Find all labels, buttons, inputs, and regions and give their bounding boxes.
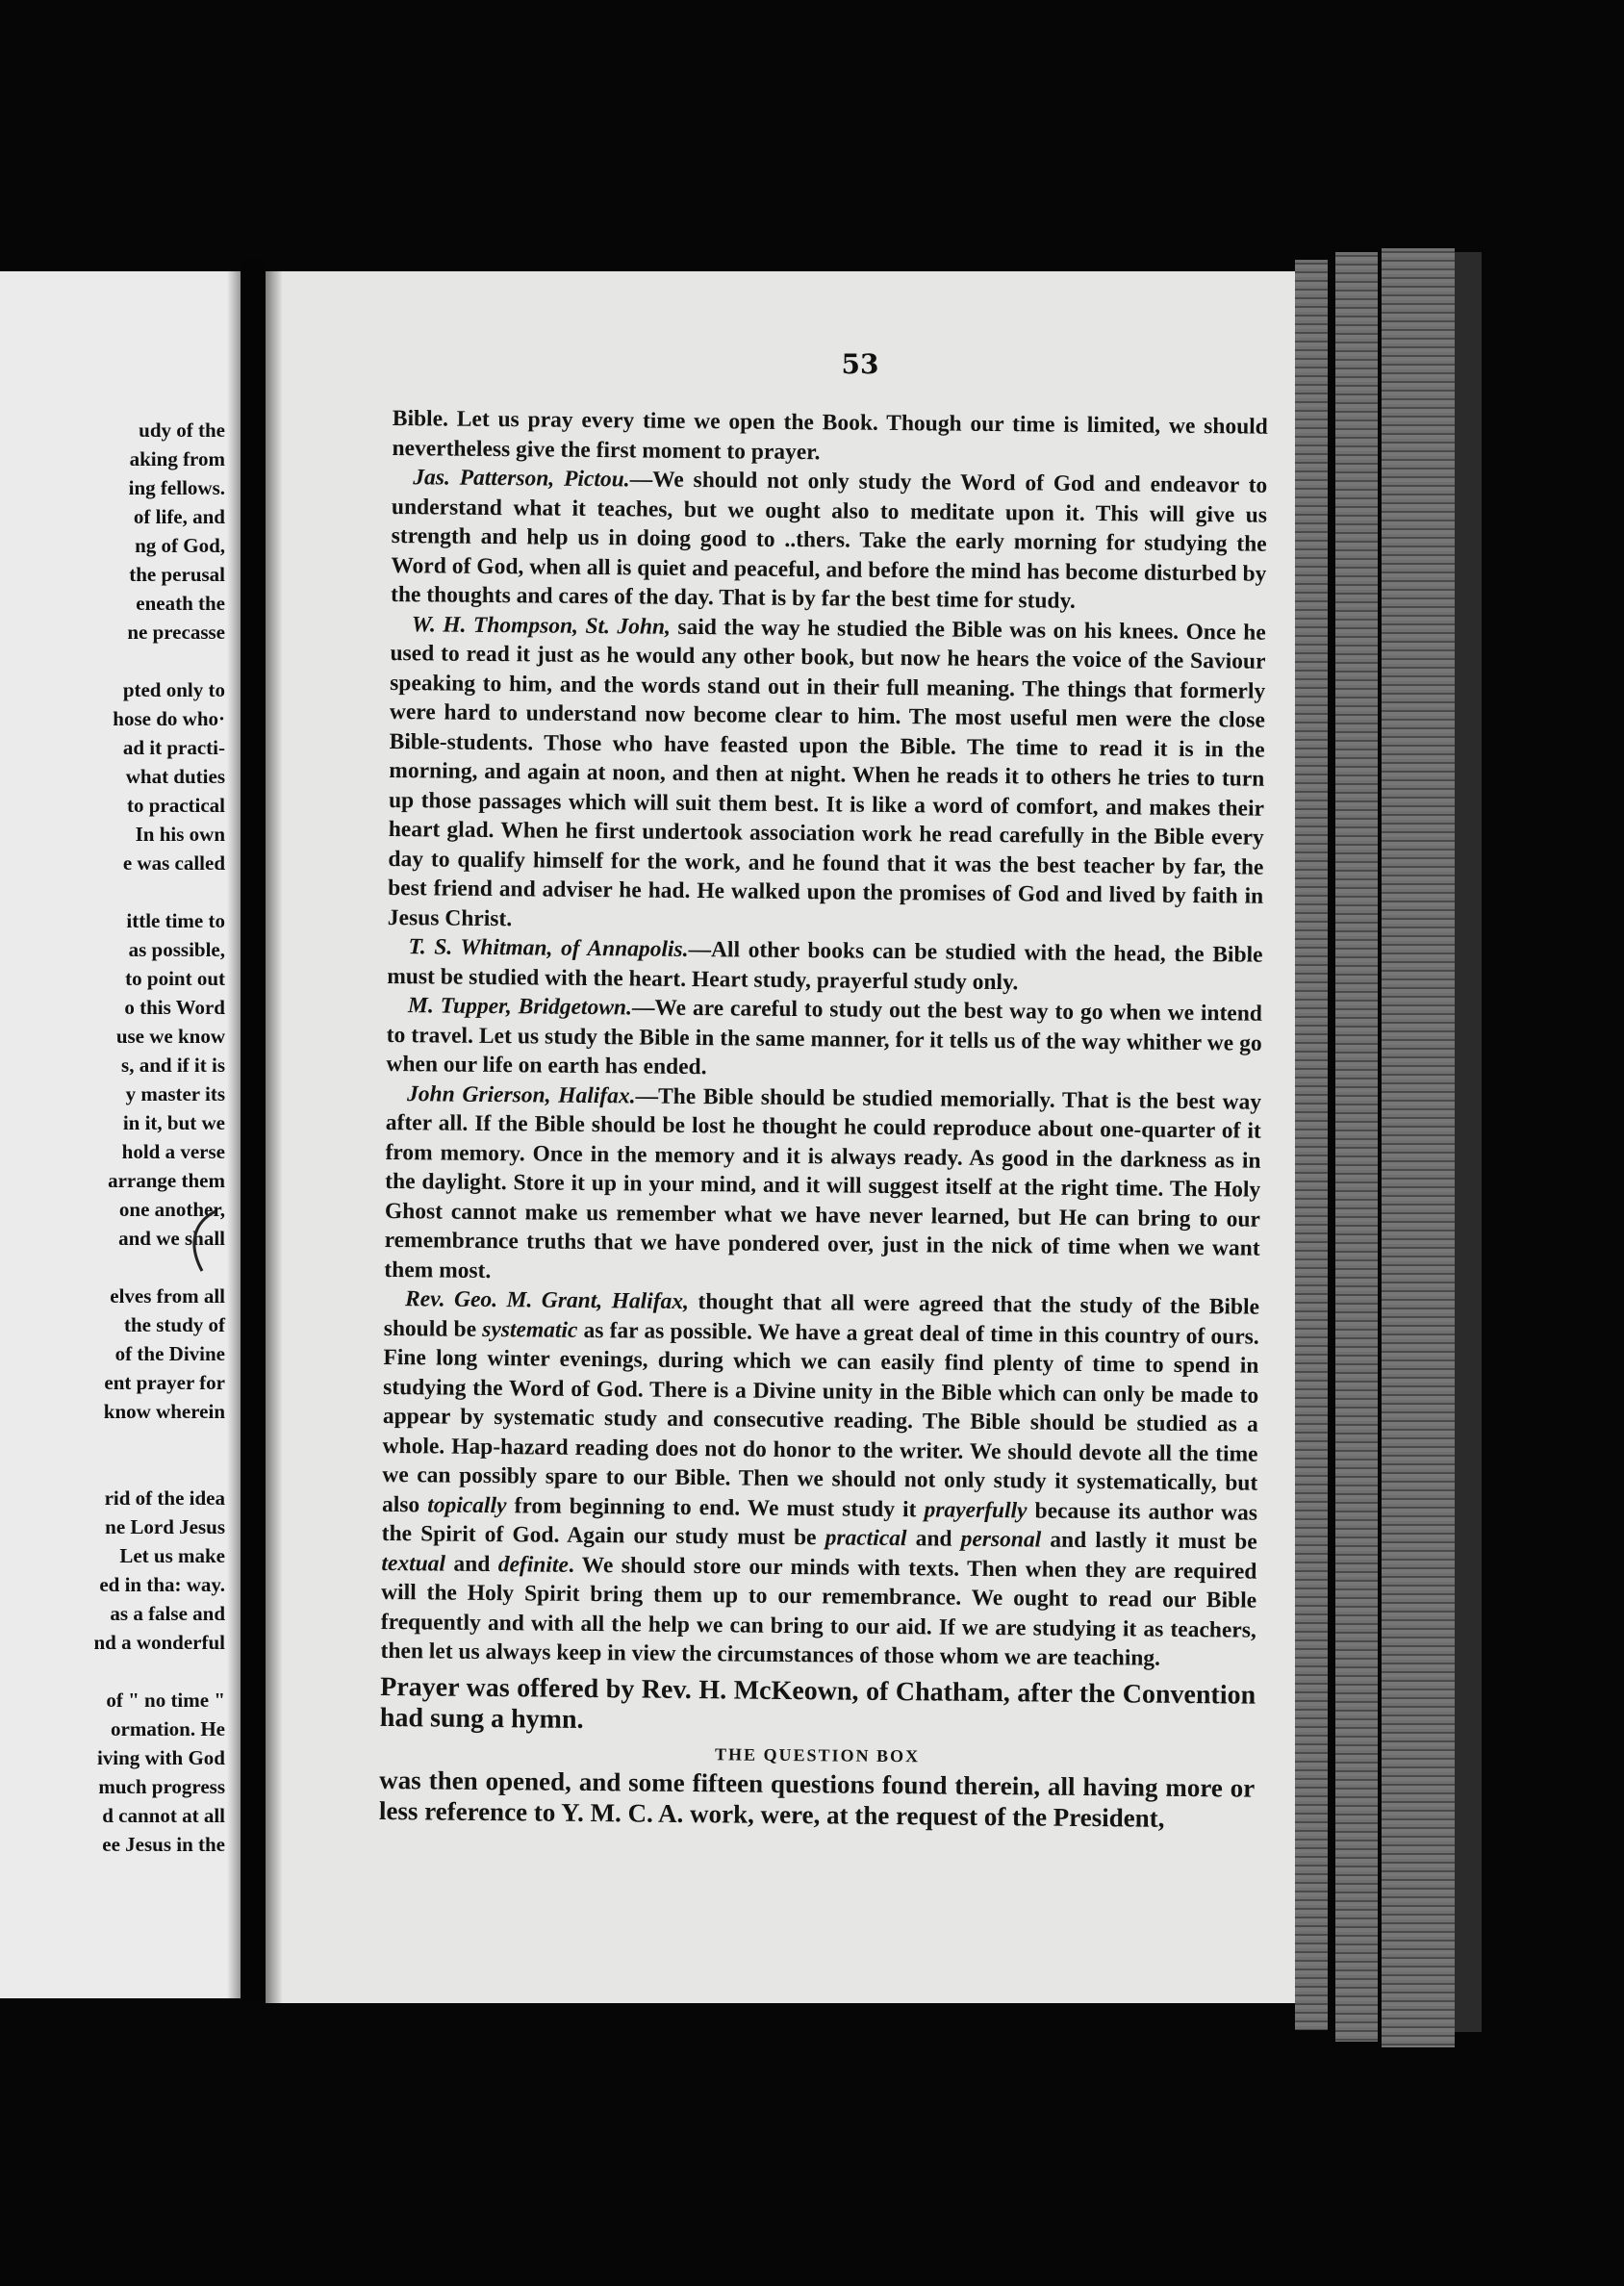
left-page-line: use we know bbox=[115, 1025, 225, 1048]
left-page-line: ent prayer for bbox=[104, 1371, 225, 1394]
emphasis-text: personal bbox=[960, 1526, 1042, 1553]
emphasis-text: prayerfully bbox=[924, 1496, 1028, 1523]
page-body bbox=[379, 404, 1268, 1834]
prayer-paragraph: Prayer was offered by Rev. H. McKeown, of Chatham, after the Convention had sung a hymn. bbox=[379, 1671, 1256, 1735]
gutter-shadow bbox=[266, 271, 283, 2003]
paragraph-text: and bbox=[906, 1526, 961, 1552]
left-page-line: the study of bbox=[123, 1313, 225, 1336]
left-page-line bbox=[0, 877, 225, 906]
emphasis-text: textual bbox=[381, 1550, 446, 1577]
left-page-line bbox=[0, 647, 225, 675]
left-page-line: ed in tha: way. bbox=[99, 1573, 225, 1596]
left-page-line: to point out bbox=[125, 967, 225, 990]
left-page-line: ad it practi- bbox=[122, 736, 225, 759]
emphasis-text: definite bbox=[497, 1551, 569, 1578]
left-page-line: o this Word bbox=[124, 996, 225, 1019]
paragraph-whitman bbox=[387, 932, 1263, 1000]
left-page-line bbox=[0, 1657, 225, 1686]
opening-paragraph: Bible. Let us pray every time we open the Book. Though our time is limited, we should nevertheless give the first moment to prayer. bbox=[392, 405, 1268, 465]
paragraph-text: —We are careful to study out the best way to go when we intend to travel. Let us study the Bible in the same manner, for it tells us of the way whither we go when our life on earth has ended. bbox=[386, 995, 1263, 1080]
gutter-shadow bbox=[227, 271, 241, 1998]
emphasis-text: topically bbox=[427, 1491, 507, 1518]
ink-mark bbox=[183, 1207, 221, 1275]
left-page-line: ing fellows. bbox=[128, 476, 225, 499]
paragraph-text: and lastly it must be bbox=[1041, 1527, 1257, 1555]
left-page-line: elves from all bbox=[110, 1284, 225, 1308]
paragraph-text: thought that all were agreed that the study of the Bible should be bbox=[383, 1288, 1260, 1342]
paragraph-thompson bbox=[388, 609, 1266, 940]
binding-gap bbox=[241, 260, 266, 2001]
paragraph-text: —All other books can be studied with the head, the Bible must be studied with the heart. Heart study, prayerful study only. bbox=[387, 936, 1263, 995]
left-page-line: of life, and bbox=[133, 505, 225, 528]
speaker-name: T. S. Whitman, of Annapolis. bbox=[408, 934, 689, 962]
left-page-line: s, and if it is bbox=[121, 1054, 225, 1077]
left-page-line: the perusal bbox=[129, 563, 225, 586]
left-page-line: and we shall bbox=[118, 1227, 225, 1250]
paragraph-text: from beginning to end. We must study it bbox=[506, 1492, 925, 1522]
left-page-line: arrange them bbox=[108, 1169, 225, 1192]
left-page-line: In his own bbox=[135, 823, 225, 846]
left-page-line: much progress bbox=[98, 1775, 225, 1798]
section-heading: THE QUESTION BOX bbox=[714, 1743, 921, 1765]
left-page-line: e was called bbox=[122, 851, 225, 875]
paragraph-grant bbox=[380, 1284, 1259, 1674]
left-page-line: of " no time " bbox=[106, 1689, 225, 1712]
left-page-line: hose do who· bbox=[113, 707, 225, 730]
left-page-line: in it, but we bbox=[122, 1111, 225, 1134]
speaker-name: W. H. Thompson, St. John, bbox=[411, 611, 672, 640]
left-page-text bbox=[0, 416, 225, 1859]
left-page-line: iving with God bbox=[96, 1746, 225, 1769]
page-edge bbox=[1335, 252, 1378, 2042]
paragraph-text: as far as possible. We have a great deal of time in this country of ours. Fine long winter evenings, during which we can easily find plenty of time to spend in studying the Word of God. There is a Divine unity in the Bible which can only be made to appear by systematic study and consecutive reading. The Bible should be studied as a whole. Hap-hazard reading does not do honor to the writer. We should devote all the time we can possibly spare to our Bible. Then we should not only study it systematically, but also bbox=[381, 1317, 1259, 1517]
paragraph-tupper bbox=[386, 991, 1262, 1087]
speaker-name: Rev. Geo. M. Grant, Halifax, bbox=[404, 1286, 690, 1314]
paragraph-text: said the way he studied the Bible was on his knees. Once he used to read it just as he would any other book, but now he hears the voice of the Saviour speaking to him, and the words stand out in their full meaning. The things that formerly were hard to understand now become clear to him. The most useful men were the close Bible-students. Those who have feasted upon the Bible. The time to read it is in the morning, and again at noon, and then at night. When he reads it to others he tries to turn up those passages which will suit them best. It is like a word of comfort, and makes their heart glad. When he first undertook association work he read carefully in the Bible every day to qualify himself for the work, and he found that it was the best teacher by far, the best friend and adviser he had. He walked upon the promises of God and lived by faith in Jesus Christ. bbox=[387, 614, 1266, 931]
paragraph-text: —The Bible should be studied memorially. That is the best way after all. If the Bible should be lost he thought he could reproduce about one-quarter of it from memory. Once in the memory and it is always ready. As good in the darkness as in the daylight. Store it up in your mind, and it will suggest itself at the right time. The Holy Ghost cannot make us remember what we have never learned, but He can bring to our remembrance truths that we have pondered over, just in the nick of time when we want them most. bbox=[384, 1082, 1262, 1283]
paragraph-text: because its author was the Spirit of God. Again our study must be bbox=[381, 1497, 1258, 1551]
emphasis-text: systematic bbox=[482, 1316, 578, 1343]
left-page-line: aking from bbox=[129, 447, 225, 470]
left-page-line: to practical bbox=[126, 794, 225, 817]
left-page-line: nd a wonderful bbox=[93, 1631, 225, 1654]
paragraph-text: . We should store our minds with texts. Then when they are required will the Holy Spirit bring them up to our remembrance. We ought to read our Bible frequently and with all the help we can bring to our aid. If we are studying it as teachers, then let us always keep in view the circumstances of those whom we are teaching. bbox=[380, 1552, 1257, 1671]
page-edge bbox=[1295, 260, 1328, 2030]
left-page-line: ng of God, bbox=[135, 534, 225, 557]
left-page-line: one another, bbox=[118, 1198, 225, 1221]
left-page-line: ee Jesus in the bbox=[102, 1833, 225, 1856]
left-page bbox=[0, 271, 241, 1998]
left-page-line: as possible, bbox=[128, 938, 225, 961]
left-page-line: eneath the bbox=[136, 592, 225, 615]
left-page-line: pted only to bbox=[122, 678, 225, 701]
page-number: 53 bbox=[841, 348, 879, 380]
left-page-line: know wherein bbox=[103, 1400, 225, 1423]
left-page-line: ormation. He bbox=[111, 1717, 225, 1740]
paragraph-text: —We should not only study the Word of God and endeavor to understand what it teaches, but we ought also to meditate upon it. This will give us strength and help us in doing good to ..thers. Take the early morning for studying the Word of God, when all is quiet and peaceful, and before the mind has become disturbed by the thoughts and cares of the day. That is by far the best time for study. bbox=[390, 467, 1268, 614]
paragraph-grierson bbox=[384, 1079, 1261, 1292]
left-page-line: d cannot at all bbox=[102, 1804, 225, 1827]
right-page bbox=[266, 271, 1295, 2003]
left-page-line: as a false and bbox=[110, 1602, 225, 1625]
left-page-line: udy of the bbox=[139, 419, 225, 442]
paragraph-patterson bbox=[391, 463, 1267, 618]
left-page-line: ne Lord Jesus bbox=[105, 1515, 225, 1538]
left-page-line: ne precasse bbox=[127, 621, 225, 644]
left-page-line: of the Divine bbox=[114, 1342, 225, 1365]
speaker-name: Jas. Patterson, Pictou. bbox=[413, 465, 630, 493]
left-page-line: Let us make bbox=[119, 1544, 225, 1567]
left-page-line: ittle time to bbox=[126, 909, 225, 932]
page-edge bbox=[1455, 252, 1482, 2032]
left-page-line: hold a verse bbox=[121, 1140, 225, 1163]
left-page-line: y master its bbox=[125, 1082, 225, 1105]
emphasis-text: practical bbox=[825, 1525, 907, 1552]
speaker-name: John Grierson, Halifax. bbox=[406, 1080, 636, 1108]
page-edge bbox=[1382, 248, 1455, 2047]
left-page-line bbox=[0, 1455, 225, 1484]
left-page-line: rid of the idea bbox=[104, 1486, 225, 1510]
left-page-line bbox=[0, 1426, 225, 1455]
paragraph-text: and bbox=[444, 1551, 498, 1577]
left-page-line: what duties bbox=[125, 765, 225, 788]
closing-paragraph: was then opened, and some fifteen questions found therein, all having more or less reference to Y. M. C. A. work, were, at the request of the President, bbox=[378, 1765, 1256, 1833]
speaker-name: M. Tupper, Bridgetown. bbox=[407, 993, 633, 1021]
